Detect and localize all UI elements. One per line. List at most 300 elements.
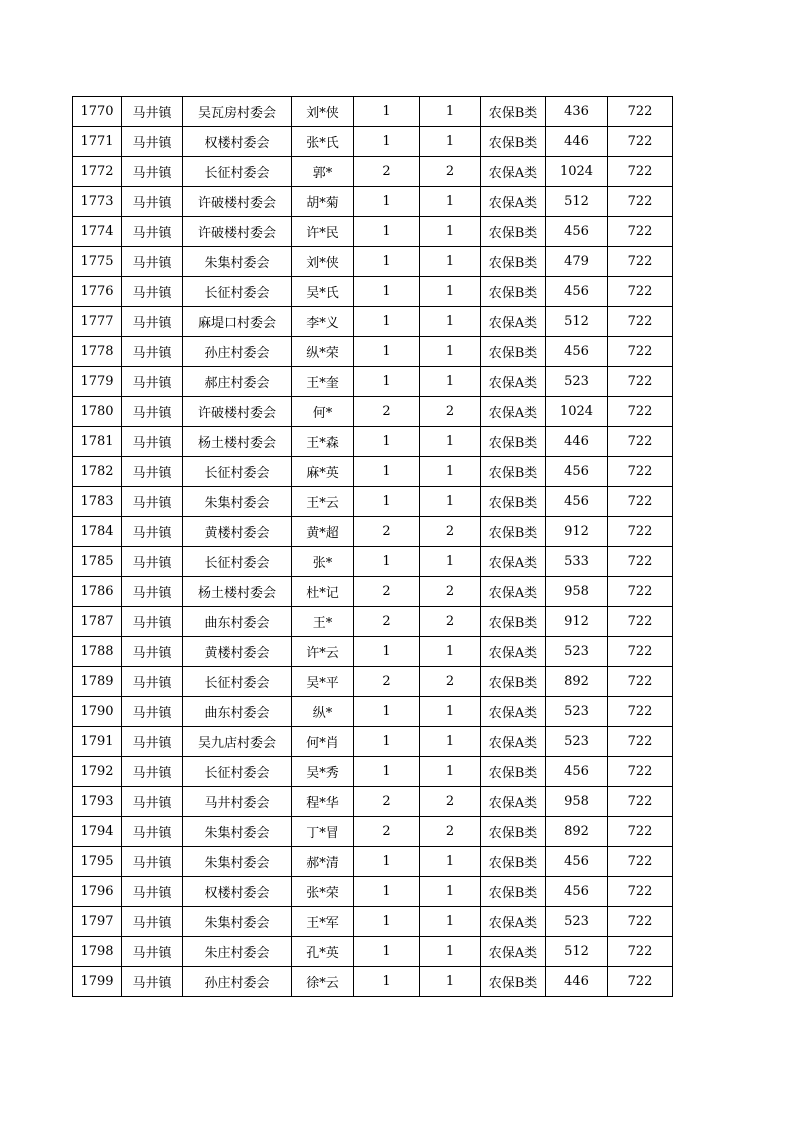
table-row <box>73 577 673 607</box>
name-cell: 吴*秀 <box>292 757 354 787</box>
amount-cell: 512 <box>546 937 608 967</box>
amount-cell: 446 <box>546 967 608 997</box>
amount-cell: 456 <box>546 457 608 487</box>
village-committee-cell: 权楼村委会 <box>183 127 292 157</box>
village-committee-cell: 长征村委会 <box>183 157 292 187</box>
town-cell: 马井镇 <box>122 907 183 937</box>
person-count-cell: 2 <box>420 817 481 847</box>
household-count-cell: 1 <box>354 247 420 277</box>
household-count-cell: 1 <box>354 847 420 877</box>
amount-cell: 892 <box>546 667 608 697</box>
standard-cell: 722 <box>608 547 673 577</box>
village-committee-cell: 杨土楼村委会 <box>183 427 292 457</box>
table-row <box>73 367 673 397</box>
person-count-cell: 1 <box>420 877 481 907</box>
household-count-cell: 1 <box>354 727 420 757</box>
village-committee-cell: 朱集村委会 <box>183 247 292 277</box>
town-cell: 马井镇 <box>122 547 183 577</box>
records-table <box>72 96 673 997</box>
amount-cell: 1024 <box>546 397 608 427</box>
village-committee-cell: 马井村委会 <box>183 787 292 817</box>
table-row <box>73 877 673 907</box>
village-committee-cell: 长征村委会 <box>183 667 292 697</box>
table-row <box>73 907 673 937</box>
person-count-cell: 1 <box>420 727 481 757</box>
table-row <box>73 637 673 667</box>
household-count-cell: 1 <box>354 877 420 907</box>
person-count-cell: 1 <box>420 217 481 247</box>
person-count-cell: 1 <box>420 367 481 397</box>
standard-cell: 722 <box>608 307 673 337</box>
standard-cell: 722 <box>608 367 673 397</box>
town-cell: 马井镇 <box>122 967 183 997</box>
household-count-cell: 1 <box>354 367 420 397</box>
town-cell: 马井镇 <box>122 247 183 277</box>
category-cell: 农保B类 <box>481 457 546 487</box>
household-count-cell: 1 <box>354 457 420 487</box>
amount-cell: 456 <box>546 217 608 247</box>
name-cell: 郝*清 <box>292 847 354 877</box>
town-cell: 马井镇 <box>122 787 183 817</box>
name-cell: 杜*记 <box>292 577 354 607</box>
record-id-cell: 1776 <box>73 277 122 307</box>
record-id-cell: 1787 <box>73 607 122 637</box>
table-row <box>73 337 673 367</box>
standard-cell: 722 <box>608 97 673 127</box>
town-cell: 马井镇 <box>122 127 183 157</box>
person-count-cell: 1 <box>420 487 481 517</box>
name-cell: 吴*氏 <box>292 277 354 307</box>
village-committee-cell: 麻堤口村委会 <box>183 307 292 337</box>
household-count-cell: 2 <box>354 157 420 187</box>
household-count-cell: 2 <box>354 607 420 637</box>
standard-cell: 722 <box>608 667 673 697</box>
category-cell: 农保B类 <box>481 217 546 247</box>
household-count-cell: 1 <box>354 967 420 997</box>
record-id-cell: 1772 <box>73 157 122 187</box>
name-cell: 胡*菊 <box>292 187 354 217</box>
amount-cell: 456 <box>546 277 608 307</box>
standard-cell: 722 <box>608 187 673 217</box>
village-committee-cell: 朱集村委会 <box>183 817 292 847</box>
household-count-cell: 2 <box>354 667 420 697</box>
person-count-cell: 1 <box>420 127 481 157</box>
person-count-cell: 2 <box>420 397 481 427</box>
standard-cell: 722 <box>608 727 673 757</box>
name-cell: 刘*侠 <box>292 97 354 127</box>
standard-cell: 722 <box>608 577 673 607</box>
record-id-cell: 1771 <box>73 127 122 157</box>
amount-cell: 446 <box>546 127 608 157</box>
village-committee-cell: 孙庄村委会 <box>183 337 292 367</box>
person-count-cell: 1 <box>420 97 481 127</box>
amount-cell: 523 <box>546 907 608 937</box>
town-cell: 马井镇 <box>122 697 183 727</box>
standard-cell: 722 <box>608 757 673 787</box>
record-id-cell: 1794 <box>73 817 122 847</box>
town-cell: 马井镇 <box>122 337 183 367</box>
category-cell: 农保A类 <box>481 547 546 577</box>
household-count-cell: 1 <box>354 277 420 307</box>
category-cell: 农保B类 <box>481 517 546 547</box>
amount-cell: 456 <box>546 847 608 877</box>
person-count-cell: 1 <box>420 337 481 367</box>
name-cell: 麻*英 <box>292 457 354 487</box>
category-cell: 农保B类 <box>481 127 546 157</box>
record-id-cell: 1791 <box>73 727 122 757</box>
household-count-cell: 1 <box>354 487 420 517</box>
village-committee-cell: 孙庄村委会 <box>183 967 292 997</box>
amount-cell: 1024 <box>546 157 608 187</box>
standard-cell: 722 <box>608 457 673 487</box>
name-cell: 李*义 <box>292 307 354 337</box>
name-cell: 张* <box>292 547 354 577</box>
standard-cell: 722 <box>608 937 673 967</box>
village-committee-cell: 许破楼村委会 <box>183 397 292 427</box>
record-id-cell: 1796 <box>73 877 122 907</box>
town-cell: 马井镇 <box>122 217 183 247</box>
household-count-cell: 1 <box>354 307 420 337</box>
person-count-cell: 1 <box>420 847 481 877</box>
record-id-cell: 1795 <box>73 847 122 877</box>
village-committee-cell: 许破楼村委会 <box>183 187 292 217</box>
village-committee-cell: 长征村委会 <box>183 457 292 487</box>
town-cell: 马井镇 <box>122 877 183 907</box>
table-row <box>73 547 673 577</box>
amount-cell: 456 <box>546 337 608 367</box>
category-cell: 农保A类 <box>481 397 546 427</box>
name-cell: 孔*英 <box>292 937 354 967</box>
town-cell: 马井镇 <box>122 427 183 457</box>
town-cell: 马井镇 <box>122 667 183 697</box>
household-count-cell: 1 <box>354 547 420 577</box>
household-count-cell: 2 <box>354 817 420 847</box>
name-cell: 丁*冒 <box>292 817 354 847</box>
village-committee-cell: 朱集村委会 <box>183 907 292 937</box>
record-id-cell: 1777 <box>73 307 122 337</box>
village-committee-cell: 黄楼村委会 <box>183 517 292 547</box>
town-cell: 马井镇 <box>122 487 183 517</box>
amount-cell: 456 <box>546 757 608 787</box>
standard-cell: 722 <box>608 217 673 247</box>
person-count-cell: 2 <box>420 577 481 607</box>
amount-cell: 512 <box>546 307 608 337</box>
amount-cell: 533 <box>546 547 608 577</box>
person-count-cell: 1 <box>420 247 481 277</box>
town-cell: 马井镇 <box>122 607 183 637</box>
standard-cell: 722 <box>608 907 673 937</box>
name-cell: 王*奎 <box>292 367 354 397</box>
category-cell: 农保A类 <box>481 367 546 397</box>
amount-cell: 523 <box>546 637 608 667</box>
name-cell: 王*森 <box>292 427 354 457</box>
village-committee-cell: 长征村委会 <box>183 547 292 577</box>
name-cell: 王* <box>292 607 354 637</box>
village-committee-cell: 权楼村委会 <box>183 877 292 907</box>
village-committee-cell: 朱庄村委会 <box>183 937 292 967</box>
person-count-cell: 1 <box>420 427 481 457</box>
household-count-cell: 1 <box>354 187 420 217</box>
record-id-cell: 1788 <box>73 637 122 667</box>
town-cell: 马井镇 <box>122 577 183 607</box>
person-count-cell: 1 <box>420 187 481 217</box>
village-committee-cell: 朱集村委会 <box>183 847 292 877</box>
name-cell: 纵* <box>292 697 354 727</box>
amount-cell: 436 <box>546 97 608 127</box>
standard-cell: 722 <box>608 607 673 637</box>
name-cell: 程*华 <box>292 787 354 817</box>
record-id-cell: 1784 <box>73 517 122 547</box>
village-committee-cell: 长征村委会 <box>183 277 292 307</box>
village-committee-cell: 曲东村委会 <box>183 697 292 727</box>
village-committee-cell: 朱集村委会 <box>183 487 292 517</box>
record-id-cell: 1797 <box>73 907 122 937</box>
record-id-cell: 1783 <box>73 487 122 517</box>
town-cell: 马井镇 <box>122 757 183 787</box>
standard-cell: 722 <box>608 157 673 187</box>
town-cell: 马井镇 <box>122 517 183 547</box>
town-cell: 马井镇 <box>122 187 183 217</box>
standard-cell: 722 <box>608 247 673 277</box>
standard-cell: 722 <box>608 877 673 907</box>
town-cell: 马井镇 <box>122 937 183 967</box>
table-row <box>73 847 673 877</box>
household-count-cell: 1 <box>354 937 420 967</box>
amount-cell: 456 <box>546 487 608 517</box>
person-count-cell: 1 <box>420 907 481 937</box>
person-count-cell: 1 <box>420 547 481 577</box>
household-count-cell: 1 <box>354 427 420 457</box>
village-committee-cell: 长征村委会 <box>183 757 292 787</box>
household-count-cell: 1 <box>354 907 420 937</box>
village-committee-cell: 郝庄村委会 <box>183 367 292 397</box>
table-row <box>73 277 673 307</box>
record-id-cell: 1779 <box>73 367 122 397</box>
table-row <box>73 937 673 967</box>
table-row <box>73 217 673 247</box>
category-cell: 农保B类 <box>481 877 546 907</box>
amount-cell: 523 <box>546 367 608 397</box>
standard-cell: 722 <box>608 427 673 457</box>
person-count-cell: 1 <box>420 307 481 337</box>
record-id-cell: 1778 <box>73 337 122 367</box>
category-cell: 农保A类 <box>481 697 546 727</box>
household-count-cell: 2 <box>354 517 420 547</box>
table-row <box>73 487 673 517</box>
name-cell: 吴*平 <box>292 667 354 697</box>
person-count-cell: 2 <box>420 157 481 187</box>
standard-cell: 722 <box>608 487 673 517</box>
household-count-cell: 1 <box>354 217 420 247</box>
record-id-cell: 1792 <box>73 757 122 787</box>
household-count-cell: 1 <box>354 697 420 727</box>
person-count-cell: 1 <box>420 937 481 967</box>
category-cell: 农保B类 <box>481 427 546 457</box>
amount-cell: 912 <box>546 517 608 547</box>
household-count-cell: 1 <box>354 127 420 157</box>
town-cell: 马井镇 <box>122 397 183 427</box>
category-cell: 农保A类 <box>481 187 546 217</box>
town-cell: 马井镇 <box>122 457 183 487</box>
table-row <box>73 667 673 697</box>
town-cell: 马井镇 <box>122 847 183 877</box>
category-cell: 农保B类 <box>481 847 546 877</box>
category-cell: 农保B类 <box>481 667 546 697</box>
name-cell: 纵*荣 <box>292 337 354 367</box>
person-count-cell: 2 <box>420 787 481 817</box>
category-cell: 农保A类 <box>481 307 546 337</box>
standard-cell: 722 <box>608 637 673 667</box>
household-count-cell: 2 <box>354 577 420 607</box>
village-committee-cell: 黄楼村委会 <box>183 637 292 667</box>
record-id-cell: 1773 <box>73 187 122 217</box>
table-row <box>73 517 673 547</box>
amount-cell: 512 <box>546 187 608 217</box>
category-cell: 农保A类 <box>481 907 546 937</box>
name-cell: 张*氏 <box>292 127 354 157</box>
table-row <box>73 607 673 637</box>
amount-cell: 456 <box>546 877 608 907</box>
name-cell: 许*云 <box>292 637 354 667</box>
table-row <box>73 457 673 487</box>
town-cell: 马井镇 <box>122 367 183 397</box>
person-count-cell: 1 <box>420 967 481 997</box>
table-row <box>73 967 673 997</box>
household-count-cell: 1 <box>354 637 420 667</box>
person-count-cell: 1 <box>420 697 481 727</box>
amount-cell: 912 <box>546 607 608 637</box>
name-cell: 何* <box>292 397 354 427</box>
record-id-cell: 1775 <box>73 247 122 277</box>
village-committee-cell: 吴瓦房村委会 <box>183 97 292 127</box>
category-cell: 农保B类 <box>481 817 546 847</box>
table-row <box>73 97 673 127</box>
table-row <box>73 427 673 457</box>
table-row <box>73 187 673 217</box>
table-row <box>73 127 673 157</box>
amount-cell: 479 <box>546 247 608 277</box>
category-cell: 农保A类 <box>481 577 546 607</box>
name-cell: 张*荣 <box>292 877 354 907</box>
amount-cell: 523 <box>546 727 608 757</box>
village-committee-cell: 杨土楼村委会 <box>183 577 292 607</box>
standard-cell: 722 <box>608 397 673 427</box>
standard-cell: 722 <box>608 967 673 997</box>
standard-cell: 722 <box>608 127 673 157</box>
category-cell: 农保B类 <box>481 277 546 307</box>
name-cell: 黄*超 <box>292 517 354 547</box>
person-count-cell: 1 <box>420 277 481 307</box>
household-count-cell: 1 <box>354 757 420 787</box>
town-cell: 马井镇 <box>122 277 183 307</box>
amount-cell: 523 <box>546 697 608 727</box>
record-id-cell: 1793 <box>73 787 122 817</box>
name-cell: 徐*云 <box>292 967 354 997</box>
category-cell: 农保B类 <box>481 337 546 367</box>
name-cell: 刘*侠 <box>292 247 354 277</box>
category-cell: 农保B类 <box>481 247 546 277</box>
standard-cell: 722 <box>608 517 673 547</box>
records-body <box>73 97 673 997</box>
village-committee-cell: 曲东村委会 <box>183 607 292 637</box>
category-cell: 农保B类 <box>481 97 546 127</box>
record-id-cell: 1774 <box>73 217 122 247</box>
amount-cell: 446 <box>546 427 608 457</box>
village-committee-cell: 许破楼村委会 <box>183 217 292 247</box>
category-cell: 农保A类 <box>481 937 546 967</box>
table-row <box>73 307 673 337</box>
name-cell: 许*民 <box>292 217 354 247</box>
category-cell: 农保A类 <box>481 727 546 757</box>
person-count-cell: 2 <box>420 607 481 637</box>
name-cell: 王*军 <box>292 907 354 937</box>
amount-cell: 958 <box>546 577 608 607</box>
table-row <box>73 397 673 427</box>
person-count-cell: 2 <box>420 517 481 547</box>
category-cell: 农保A类 <box>481 637 546 667</box>
record-id-cell: 1798 <box>73 937 122 967</box>
standard-cell: 722 <box>608 817 673 847</box>
person-count-cell: 2 <box>420 667 481 697</box>
standard-cell: 722 <box>608 337 673 367</box>
category-cell: 农保A类 <box>481 157 546 187</box>
record-id-cell: 1770 <box>73 97 122 127</box>
person-count-cell: 1 <box>420 757 481 787</box>
household-count-cell: 1 <box>354 337 420 367</box>
category-cell: 农保A类 <box>481 787 546 817</box>
standard-cell: 722 <box>608 697 673 727</box>
town-cell: 马井镇 <box>122 637 183 667</box>
standard-cell: 722 <box>608 847 673 877</box>
town-cell: 马井镇 <box>122 307 183 337</box>
record-id-cell: 1799 <box>73 967 122 997</box>
town-cell: 马井镇 <box>122 97 183 127</box>
village-committee-cell: 吴九店村委会 <box>183 727 292 757</box>
record-id-cell: 1781 <box>73 427 122 457</box>
standard-cell: 722 <box>608 787 673 817</box>
table-row <box>73 157 673 187</box>
amount-cell: 892 <box>546 817 608 847</box>
household-count-cell: 2 <box>354 397 420 427</box>
table-row <box>73 757 673 787</box>
town-cell: 马井镇 <box>122 157 183 187</box>
record-id-cell: 1790 <box>73 697 122 727</box>
name-cell: 何*肖 <box>292 727 354 757</box>
standard-cell: 722 <box>608 277 673 307</box>
record-id-cell: 1782 <box>73 457 122 487</box>
table-row <box>73 787 673 817</box>
category-cell: 农保B类 <box>481 757 546 787</box>
record-id-cell: 1789 <box>73 667 122 697</box>
table-row <box>73 817 673 847</box>
category-cell: 农保B类 <box>481 967 546 997</box>
town-cell: 马井镇 <box>122 727 183 757</box>
household-count-cell: 2 <box>354 787 420 817</box>
person-count-cell: 1 <box>420 457 481 487</box>
table-row <box>73 727 673 757</box>
person-count-cell: 1 <box>420 637 481 667</box>
record-id-cell: 1785 <box>73 547 122 577</box>
category-cell: 农保B类 <box>481 607 546 637</box>
table-row <box>73 697 673 727</box>
amount-cell: 958 <box>546 787 608 817</box>
category-cell: 农保B类 <box>481 487 546 517</box>
town-cell: 马井镇 <box>122 817 183 847</box>
table-row <box>73 247 673 277</box>
name-cell: 郭* <box>292 157 354 187</box>
record-id-cell: 1786 <box>73 577 122 607</box>
household-count-cell: 1 <box>354 97 420 127</box>
